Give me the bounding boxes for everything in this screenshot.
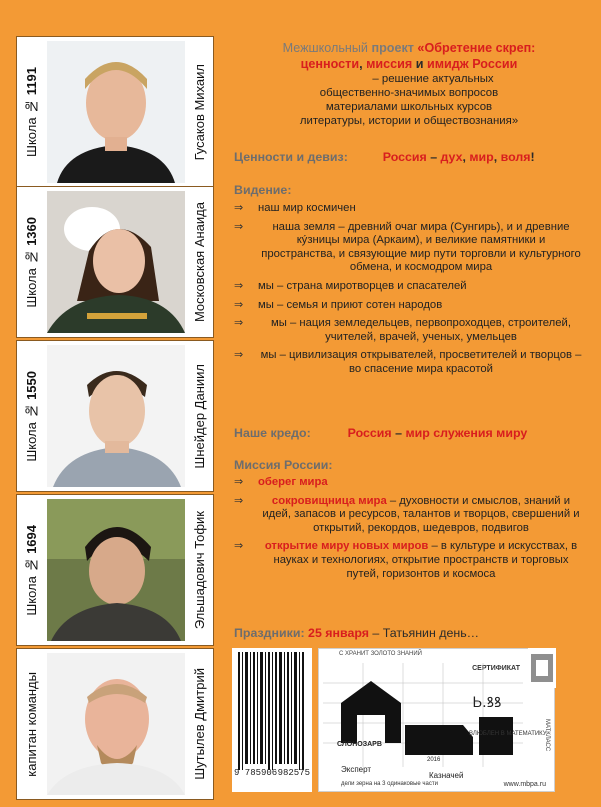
list-item: ⇒ мы – цивилизация открывателей, просветителей и творцов – во спасение мира красотой [234, 349, 582, 375]
list-item: ⇒ оберег мира [234, 476, 328, 488]
credo-line: Наше кредо: Россия – мир служения миру [234, 426, 528, 440]
school-label: Школа № 1360 [23, 216, 39, 308]
student-card [16, 186, 214, 338]
certificate-logo: С ХРАНИТ ЗОЛОТО ЗНАНИЙ СЕРТИФИКАТ Ꮟ.ꝸꝸ ВЛЮБЛЕН В МАТЕМАТИКУ СЛОНОЗАРВ 2016 Эксперт Казначей дели зерна на 3 одинаковые части www.mbpa.ru МАТКЛАСС [318, 648, 555, 792]
student-name: Гусаков Михаил [191, 63, 207, 161]
mission-list [234, 476, 584, 586]
isbn-barcode [232, 648, 312, 792]
student-card [16, 494, 214, 646]
svg-text:Ꮟ.ꝸꝸ: Ꮟ.ꝸꝸ [473, 695, 502, 711]
school-label: Школа № 1191 [23, 67, 39, 157]
list-item: ⇒ наша земля – древний очаг мира (Сунгирь), и и древние кýзницы мира (Аркаим), и великие памятники и пространства, и связующие мир пути торговли и культурного обмена, и космодром мира [234, 220, 581, 274]
arrow-icon: ⇒ [234, 279, 244, 292]
captain-photo [47, 653, 185, 795]
list-item: ⇒ наш мир космичен [234, 202, 356, 214]
arrow-icon: ⇒ [234, 298, 244, 311]
student-name: Эльшадович Тофик [191, 510, 207, 630]
list-item: ⇒ сокровищница мира – духовности и смыслов, знаний и идей, запасов и ресурсов, талантов и творцов, свершений и открытий, рекордов, шедевров, подвигов [234, 494, 580, 534]
student-name: Шнейдер Даниил [191, 363, 207, 469]
student-photo [47, 499, 185, 641]
logo-graphic [323, 663, 523, 767]
mission-heading: Миссия России: [234, 458, 333, 472]
list-item: ⇒ мы – нация земледельцев, первопроходцев, строителей, учителей, врачей, ученых, умельцев [234, 317, 572, 343]
vision-list [234, 202, 584, 382]
arrow-icon: ⇒ [234, 349, 244, 362]
values-line: Ценности и девиз: Россия – дух, мир, воля! [234, 150, 535, 164]
project-header: Межшкольный проект «Обретение скреп: ценности, миссия и имидж России – решение актуальных общественно-значимых вопросов материалами школьных курсов литературы, истории и обществознания» [282, 41, 536, 127]
vision-heading: Видение: [234, 183, 292, 197]
arrow-icon: ⇒ [234, 220, 244, 233]
arrow-icon: ⇒ [234, 476, 244, 488]
list-item: ⇒ открытие миру новых миров – в культуре и искусствах, в науках и технологиях, открытие пространств и торговых путей, горизонтов и космоса [234, 540, 578, 580]
arrow-icon: ⇒ [234, 540, 244, 553]
student-name: Московская Анаида [191, 201, 207, 323]
student-photo [47, 191, 185, 333]
student-card [16, 36, 214, 188]
list-item: ⇒ мы – семья и приют сотен народов [234, 298, 443, 311]
captain-name: Шутылев Дмитрий [191, 668, 207, 780]
barcode-digits: 982575 [277, 768, 310, 778]
student-card [16, 340, 214, 492]
barcode-digits: 9 785906 [234, 768, 278, 778]
corner-logo-icon [528, 648, 556, 688]
school-label: Школа № 1550 [23, 370, 39, 462]
captain-label: капитан команды [23, 671, 39, 777]
arrow-icon: ⇒ [234, 317, 244, 330]
captain-card [16, 648, 214, 800]
school-label: Школа № 1694 [23, 524, 39, 616]
student-photo [47, 41, 185, 183]
arrow-icon: ⇒ [234, 494, 244, 507]
student-photo [47, 345, 185, 487]
arrow-icon: ⇒ [234, 202, 244, 214]
holidays-line: Праздники: 25 января – Татьянин день… [234, 626, 480, 640]
list-item: ⇒ мы – страна миротворцев и спасателей [234, 279, 467, 292]
